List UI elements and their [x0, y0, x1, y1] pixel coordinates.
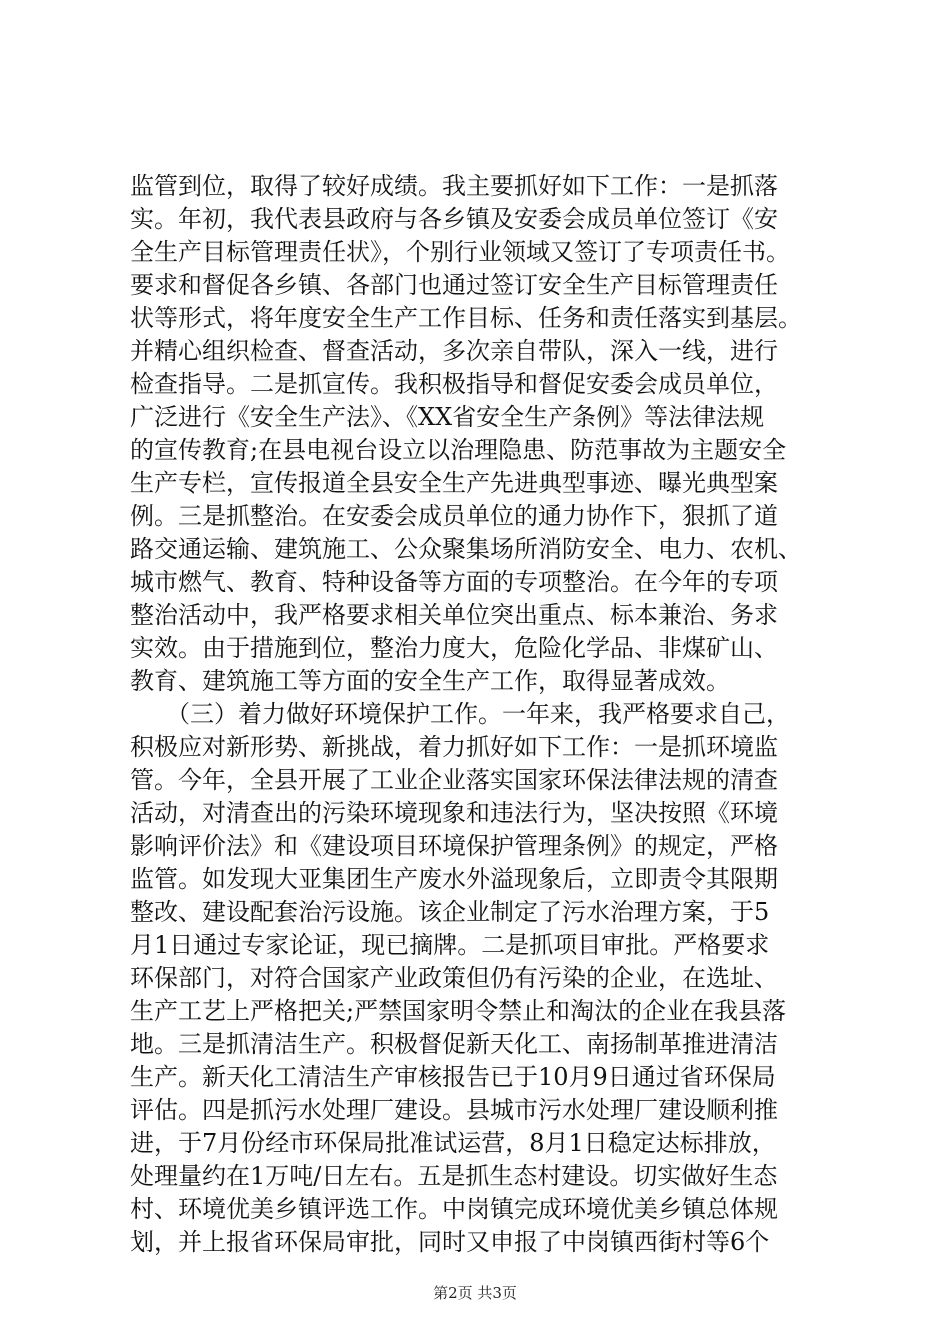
text-line: 检查指导。二是抓宣传。我积极指导和督促安委会成员单位，	[130, 370, 778, 398]
page-number-label: 第2页 共3页	[433, 1284, 517, 1302]
text-line: 监管到位，取得了较好成绩。我主要抓好如下工作：一是抓落	[130, 172, 778, 200]
text-line: 活动，对清查出的污染环境现象和违法行为，坚决按照《环境	[130, 799, 778, 827]
text-line: 划，并上报省环保局审批，同时又申报了中岗镇西街村等6个	[130, 1228, 770, 1256]
text-line: 教育、建筑施工等方面的安全生产工作，取得显著成效。	[130, 667, 730, 695]
text-line: 城市燃气、教育、特种设备等方面的专项整治。在今年的专项	[130, 568, 778, 596]
text-line: 状等形式，将年度安全生产工作目标、任务和责任落实到基层。	[130, 304, 802, 332]
text-line: 生产工艺上严格把关;严禁国家明令禁止和淘汰的企业在我县落	[130, 997, 787, 1025]
text-line: 整治活动中，我严格要求相关单位突出重点、标本兼治、务求	[130, 601, 778, 629]
text-line: 地。三是抓清洁生产。积极督促新天化工、南扬制革推进清洁	[130, 1030, 778, 1058]
text-line: 监管。如发现大亚集团生产废水外溢现象后，立即责令其限期	[130, 865, 778, 893]
text-line: 整改、建设配套治污设施。该企业制定了污水治理方案，于5	[130, 898, 770, 926]
body-text	[130, 170, 830, 1259]
text-line: 村、环境优美乡镇评选工作。中岗镇完成环境优美乡镇总体规	[130, 1195, 778, 1223]
text-line: 月1日通过专家论证，现已摘牌。二是抓项目审批。严格要求	[130, 931, 770, 959]
text-line: 例。三是抓整治。在安委会成员单位的通力协作下，狠抓了道	[130, 502, 778, 530]
text-line: 评估。四是抓污水处理厂建设。县城市污水处理厂建设顺利推	[130, 1096, 778, 1124]
text-line: 路交通运输、建筑施工、公众聚集场所消防安全、电力、农机、	[130, 535, 802, 563]
text-line: 并精心组织检查、督查活动，多次亲自带队，深入一线，进行	[130, 337, 778, 365]
text-line: 进，于7月份经市环保局批准试运营，8月1日稳定达标排放，	[130, 1129, 776, 1157]
text-line: （三）着力做好环境保护工作。一年来，我严格要求自己，	[130, 700, 790, 728]
text-line: 处理量约在1万吨/日左右。五是抓生态村建设。切实做好生态	[130, 1162, 778, 1190]
text-line: 实。年初，我代表县政府与各乡镇及安委会成员单位签订《安	[130, 205, 778, 233]
text-line: 生产。新天化工清洁生产审核报告已于10月9日通过省环保局	[130, 1063, 776, 1091]
text-line: 积极应对新形势、新挑战，着力抓好如下工作：一是抓环境监	[130, 733, 778, 761]
text-line: 广泛进行《安全生产法》、《XX省安全生产条例》等法律法规	[130, 403, 765, 431]
text-line: 实效。由于措施到位，整治力度大，危险化学品、非煤矿山、	[130, 634, 778, 662]
text-line: 要求和督促各乡镇、各部门也通过签订安全生产目标管理责任	[130, 271, 778, 299]
text-line: 全生产目标管理责任状》，个别行业领域又签订了专项责任书。	[130, 238, 790, 266]
text-line: 生产专栏，宣传报道全县安全生产先进典型事迹、曝光典型案	[130, 469, 778, 497]
page-footer	[0, 1283, 950, 1303]
text-line: 影响评价法》和《建设项目环境保护管理条例》的规定，严格	[130, 832, 778, 860]
text-line: 的宣传教育;在县电视台设立以治理隐患、防范事故为主题安全	[130, 436, 787, 464]
text-line: 环保部门，对符合国家产业政策但仍有污染的企业，在选址、	[130, 964, 778, 992]
text-line: 管。今年，全县开展了工业企业落实国家环保法律法规的清查	[130, 766, 778, 794]
